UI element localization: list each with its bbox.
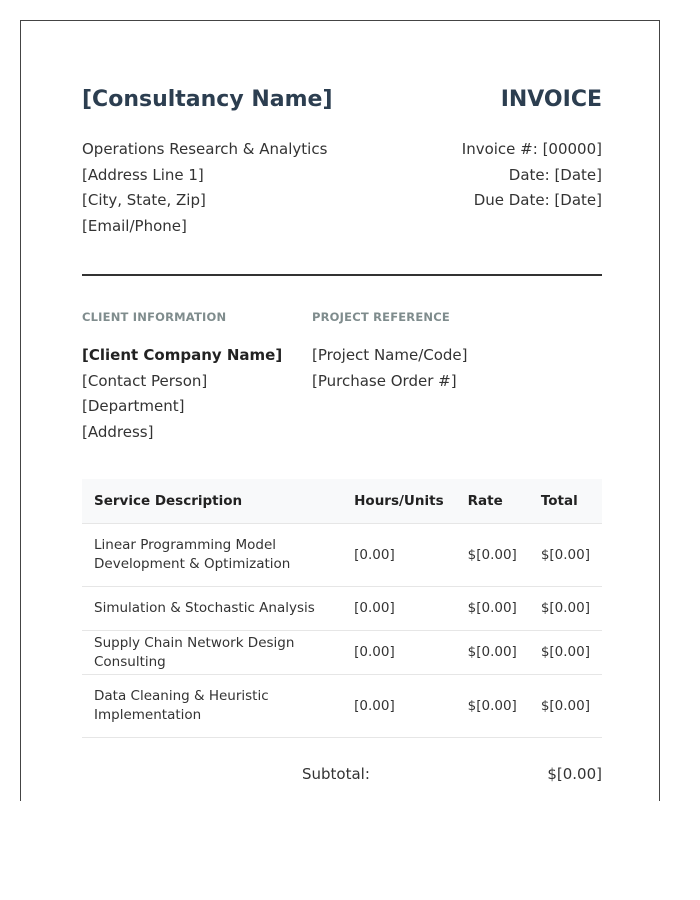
client-info <box>82 343 282 446</box>
service-hours: [0.00] <box>342 631 456 675</box>
client-section-label: CLIENT INFORMATION <box>82 310 227 324</box>
invoice-title: INVOICE <box>500 87 602 112</box>
invoice-meta <box>462 137 602 214</box>
header-hours-units: Hours/Units <box>342 479 456 524</box>
client-department: [Department] <box>82 397 185 416</box>
client-company-name: [Client Company Name] <box>82 346 283 364</box>
table-row <box>82 631 602 675</box>
services-table <box>82 479 602 738</box>
client-address: [Address] <box>82 423 154 442</box>
service-rate: $[0.00] <box>456 675 529 738</box>
table-row <box>82 675 602 738</box>
invoice-content <box>82 21 602 783</box>
company-name: [Consultancy Name] <box>82 87 333 112</box>
client-contact-person: [Contact Person] <box>82 371 208 390</box>
invoice-page <box>20 20 660 801</box>
purchase-order: [Purchase Order #] <box>312 371 457 390</box>
project-section-label: PROJECT REFERENCE <box>312 310 450 324</box>
service-description: Linear Programming Model Development & Optimization <box>82 524 342 587</box>
company-tagline: Operations Research & Analytics <box>82 140 328 158</box>
service-total: $[0.00] <box>529 631 602 675</box>
header-total: Total <box>529 479 602 524</box>
table-header-row <box>82 479 602 524</box>
service-hours: [0.00] <box>342 675 456 738</box>
service-hours: [0.00] <box>342 524 456 587</box>
header-rate: Rate <box>456 479 529 524</box>
service-description: Data Cleaning & Heuristic Implementation <box>82 675 342 738</box>
company-details <box>82 137 327 240</box>
invoice-due-date: Due Date: [Date] <box>473 191 602 210</box>
service-rate: $[0.00] <box>456 587 529 631</box>
service-description: Simulation & Stochastic Analysis <box>82 587 342 631</box>
invoice-header <box>82 21 602 275</box>
subtotal-value: $[0.00] <box>547 765 602 783</box>
company-contact-line: [Email/Phone] <box>82 217 187 236</box>
table-row <box>82 524 602 587</box>
service-description: Supply Chain Network Design Consulting <box>82 631 342 675</box>
table-row <box>82 587 602 631</box>
service-total: $[0.00] <box>529 524 602 587</box>
company-address-line: [Address Line 1] <box>82 165 204 184</box>
service-total: $[0.00] <box>529 587 602 631</box>
service-total: $[0.00] <box>529 675 602 738</box>
service-rate: $[0.00] <box>456 524 529 587</box>
company-city-line: [City, State, Zip] <box>82 191 206 210</box>
invoice-date: Date: [Date] <box>508 165 602 184</box>
service-rate: $[0.00] <box>456 631 529 675</box>
project-info <box>312 343 468 394</box>
project-name: [Project Name/Code] <box>312 346 468 364</box>
invoice-number: Invoice #: [00000] <box>461 140 602 158</box>
header-service-description: Service Description <box>82 479 342 524</box>
subtotal-label: Subtotal: <box>302 765 370 783</box>
header-divider <box>82 274 602 276</box>
service-hours: [0.00] <box>342 587 456 631</box>
